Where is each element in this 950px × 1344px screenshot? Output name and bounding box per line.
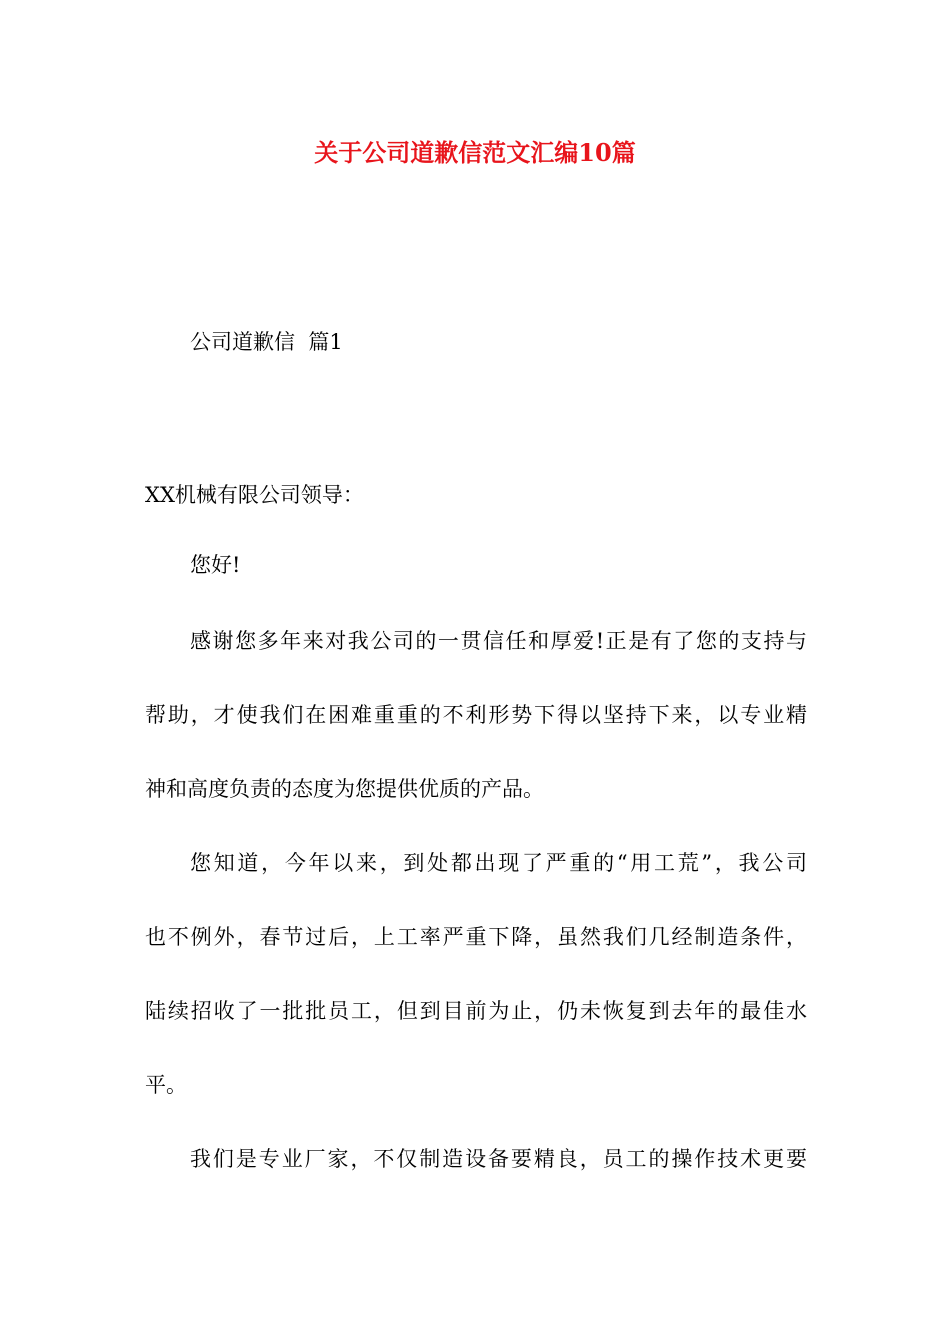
letter-salutation: XX机械有限公司领导： — [145, 483, 364, 507]
section-heading: 公司道歉信 篇1 — [190, 330, 343, 354]
paragraph-line: 您知道，今年以来，到处都出现了严重的“用工荒”，我公司 — [190, 851, 807, 875]
paragraph-line: 平。 — [145, 1073, 187, 1097]
letter-greeting: 您好! — [190, 553, 241, 577]
paragraph-line: 陆续招收了一批批员工，但到目前为止，仍未恢复到去年的最佳水 — [145, 999, 807, 1023]
paragraph-line: 我们是专业厂家，不仅制造设备要精良，员工的操作技术更要 — [190, 1147, 807, 1171]
paragraph-line: 感谢您多年来对我公司的一贯信任和厚爱!正是有了您的支持与 — [190, 629, 807, 653]
paragraph-line: 神和高度负责的态度为您提供优质的产品。 — [145, 777, 544, 801]
paragraph-line: 帮助，才使我们在困难重重的不利形势下得以坚持下来，以专业精 — [145, 703, 807, 727]
paragraph-line: 也不例外，春节过后，上工率严重下降，虽然我们几经制造条件， — [145, 925, 807, 949]
document-title: 关于公司道歉信范文汇编10篇 — [314, 138, 636, 167]
